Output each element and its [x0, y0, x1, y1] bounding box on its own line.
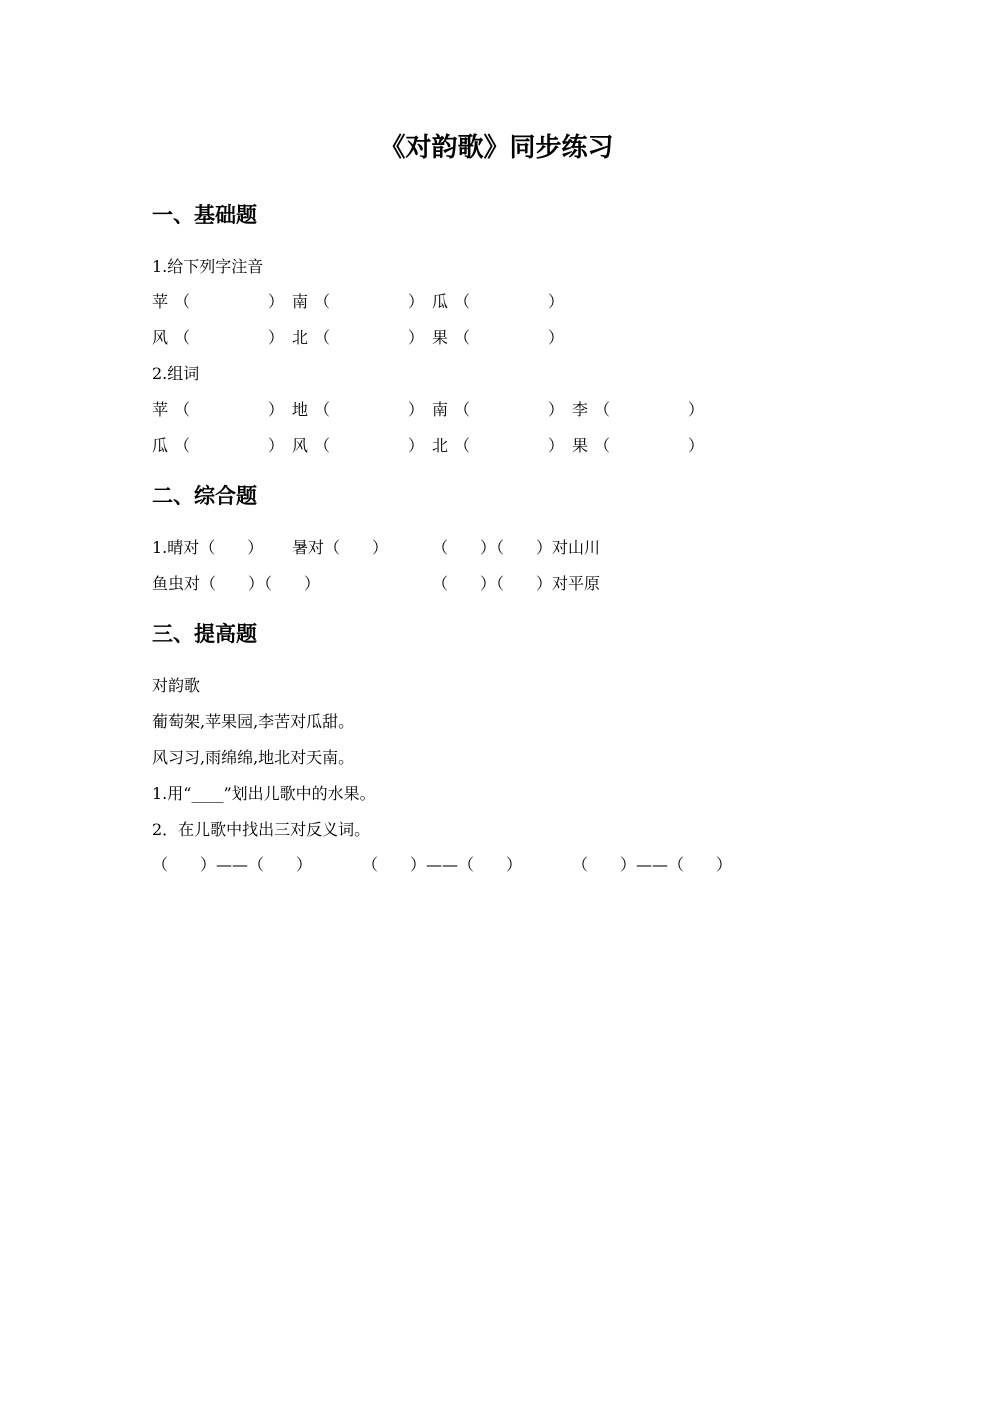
paren-open: （	[174, 436, 191, 455]
paren-close: ）	[408, 436, 425, 455]
word-char: 苹	[152, 400, 169, 419]
word-char: 果	[572, 436, 589, 455]
paren-close: ）	[548, 328, 565, 347]
poem-title: 对韵歌	[152, 676, 201, 695]
couplet-item: （ ）（ ）对山川	[432, 538, 601, 557]
paren-open: （	[314, 292, 331, 311]
couplet-item: 1.晴对（ ）	[152, 538, 264, 557]
question-underline-fruits: 1.用“____”划出儿歌中的水果。	[152, 784, 376, 803]
paren-close: ）	[408, 400, 425, 419]
paren-close: ）	[268, 436, 285, 455]
pinyin-char: 北	[292, 328, 309, 347]
pinyin-char: 风	[152, 328, 169, 347]
paren-open: （	[454, 292, 471, 311]
word-char: 南	[432, 400, 449, 419]
paren-close: ）	[268, 400, 285, 419]
section-heading-basic: 一、基础题	[152, 203, 257, 227]
paren-close: ）	[268, 292, 285, 311]
word-char: 地	[292, 400, 309, 419]
pinyin-char: 瓜	[432, 292, 449, 311]
paren-open: （	[314, 328, 331, 347]
antonym-pair: （ ）——（ ）	[572, 855, 733, 874]
paren-close: ）	[268, 328, 285, 347]
paren-close: ）	[548, 292, 565, 311]
paren-close: ）	[408, 292, 425, 311]
section-heading-comprehensive: 二、综合题	[152, 484, 257, 508]
antonym-pair: （ ）——（ ）	[362, 855, 523, 874]
question-antonyms: 2．在儿歌中找出三对反义词。	[152, 820, 371, 839]
paren-close: ）	[688, 436, 705, 455]
poem-line: 葡萄架,苹果园,李苦对瓜甜。	[152, 712, 355, 731]
section-heading-advanced: 三、提高题	[152, 622, 257, 646]
poem-line: 风习习,雨绵绵,地北对天南。	[152, 748, 355, 767]
paren-open: （	[454, 436, 471, 455]
paren-open: （	[594, 400, 611, 419]
paren-close: ）	[548, 400, 565, 419]
paren-open: （	[454, 400, 471, 419]
paren-open: （	[314, 436, 331, 455]
page-title: 《对韵歌》同步练习	[379, 133, 614, 163]
paren-open: （	[174, 328, 191, 347]
couplet-item: 暑对（ ）	[292, 538, 389, 557]
pinyin-char: 果	[432, 328, 449, 347]
paren-open: （	[174, 400, 191, 419]
paren-open: （	[594, 436, 611, 455]
paren-close: ）	[548, 436, 565, 455]
paren-close: ）	[688, 400, 705, 419]
paren-open: （	[454, 328, 471, 347]
paren-open: （	[314, 400, 331, 419]
word-char: 瓜	[152, 436, 169, 455]
antonym-pair: （ ）——（ ）	[152, 855, 313, 874]
paren-open: （	[174, 292, 191, 311]
paren-close: ）	[408, 328, 425, 347]
pinyin-char: 南	[292, 292, 309, 311]
question-label-words: 2.组词	[152, 364, 200, 383]
pinyin-char: 苹	[152, 292, 169, 311]
word-char: 李	[572, 400, 589, 419]
couplet-item: （ ）（ ）对平原	[432, 574, 601, 593]
question-label-pinyin: 1.给下列字注音	[152, 257, 264, 276]
word-char: 风	[292, 436, 309, 455]
couplet-item: 鱼虫对（ ）（ ）	[152, 574, 321, 593]
word-char: 北	[432, 436, 449, 455]
